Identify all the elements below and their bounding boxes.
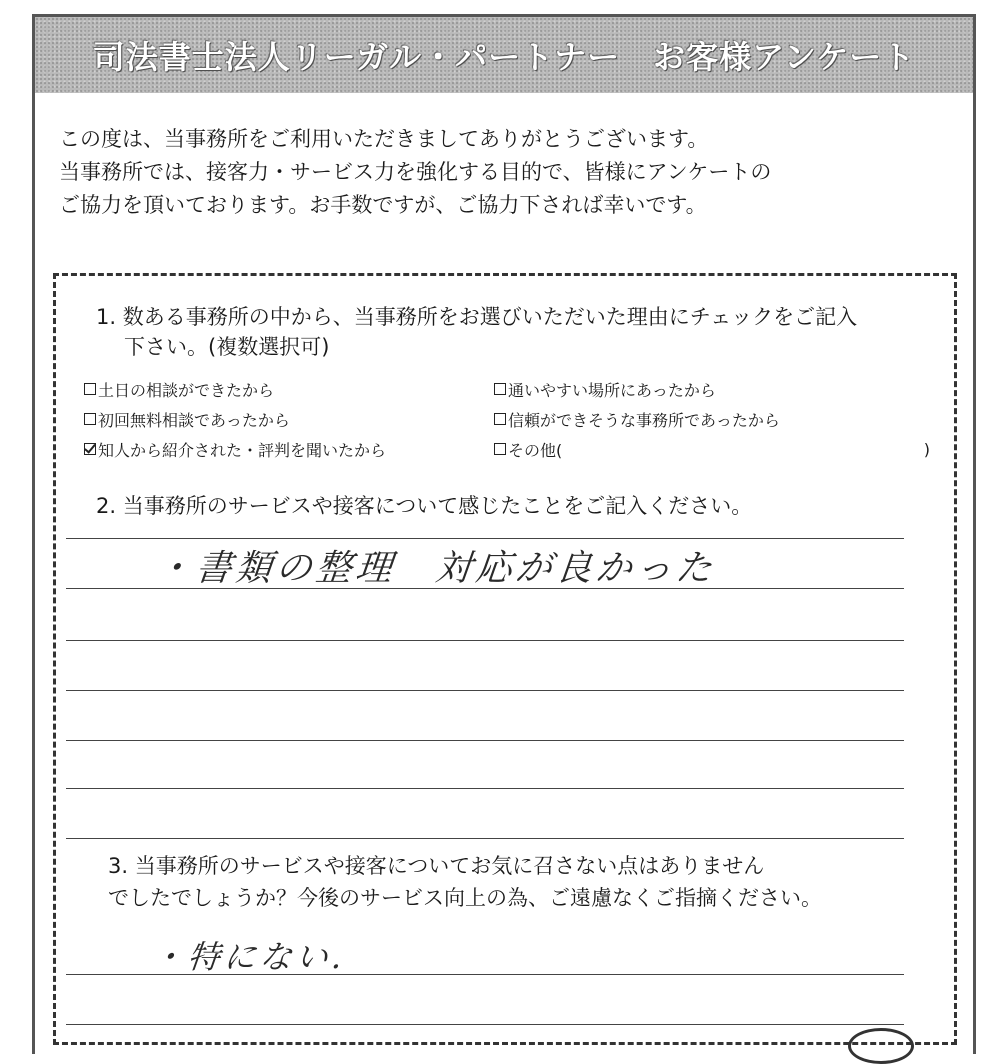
- question-3: [108, 850, 822, 914]
- survey-header: [35, 17, 973, 93]
- question-1: [96, 302, 956, 362]
- handwritten-answer-2[interactable]: ・書類の整理 対応が良かった: [153, 548, 718, 589]
- option-label: 知人から紹介された・評判を聞いたから: [98, 440, 387, 460]
- answer-line: [66, 690, 904, 691]
- question-area: [53, 273, 957, 1045]
- option-trustworthy-office[interactable]: [494, 408, 944, 431]
- answer-line: [66, 740, 904, 741]
- survey-title: 司法書士法人リーガル・パートナー お客様アンケート: [92, 38, 916, 76]
- answer-line: [66, 588, 904, 589]
- question-2-text: 2. 当事務所のサービスや接客について感じたことをご記入ください。: [96, 494, 753, 518]
- survey-sheet: [32, 14, 976, 1054]
- answer-line: [66, 788, 904, 789]
- intro-line: 当事務所では、接客力・サービス力を強化する目的で、皆様にアンケートの: [59, 160, 772, 184]
- answer-line: [66, 538, 904, 539]
- option-convenient-location[interactable]: [494, 378, 944, 401]
- other-close-paren: ): [923, 439, 930, 459]
- answer-line: [66, 838, 904, 839]
- checkbox[interactable]: [84, 413, 96, 425]
- handwritten-answer-3[interactable]: ・特にない.: [149, 938, 348, 976]
- question-3-text-cont: でしたでしょうか？今後のサービス向上の為、ご遠慮なくご指摘ください。: [108, 886, 822, 910]
- question-1-note: 下さい。(複数選択可): [124, 335, 330, 359]
- answer-line: [66, 640, 904, 641]
- checkbox[interactable]: [494, 413, 506, 425]
- checkbox[interactable]: [84, 383, 96, 395]
- option-label: その他(: [508, 440, 563, 460]
- answer-line: [66, 1024, 904, 1025]
- reason-options: [84, 374, 944, 464]
- option-free-first-consult[interactable]: [84, 408, 494, 431]
- question-3-text: 3. 当事務所のサービスや接客についてお気に召さない点はありません: [108, 854, 765, 878]
- intro-line: ご協力を頂いております。お手数ですが、ご協力下されば幸いです。: [59, 193, 707, 217]
- option-label: 初回無料相談であったから: [98, 410, 290, 430]
- option-referral[interactable]: [84, 438, 494, 461]
- option-label: 信頼ができそうな事務所であったから: [508, 410, 780, 430]
- option-label: 土日の相談ができたから: [98, 380, 275, 400]
- checkbox[interactable]: [494, 383, 506, 395]
- option-label: 通いやすい場所にあったから: [508, 380, 716, 400]
- answer-line: [66, 974, 904, 975]
- option-other[interactable]: [494, 438, 944, 461]
- intro-line: この度は、当事務所をご利用いただきましてありがとうございます。: [59, 127, 709, 151]
- stamp-mark: [848, 1028, 914, 1064]
- option-weekend-consult[interactable]: [84, 378, 494, 401]
- question-1-text: 1. 数ある事務所の中から、当事務所をお選びいただいた理由にチェックをご記入: [96, 305, 858, 329]
- checkbox[interactable]: [494, 443, 506, 455]
- intro-text: [59, 123, 939, 222]
- checkbox-checked[interactable]: [84, 443, 96, 455]
